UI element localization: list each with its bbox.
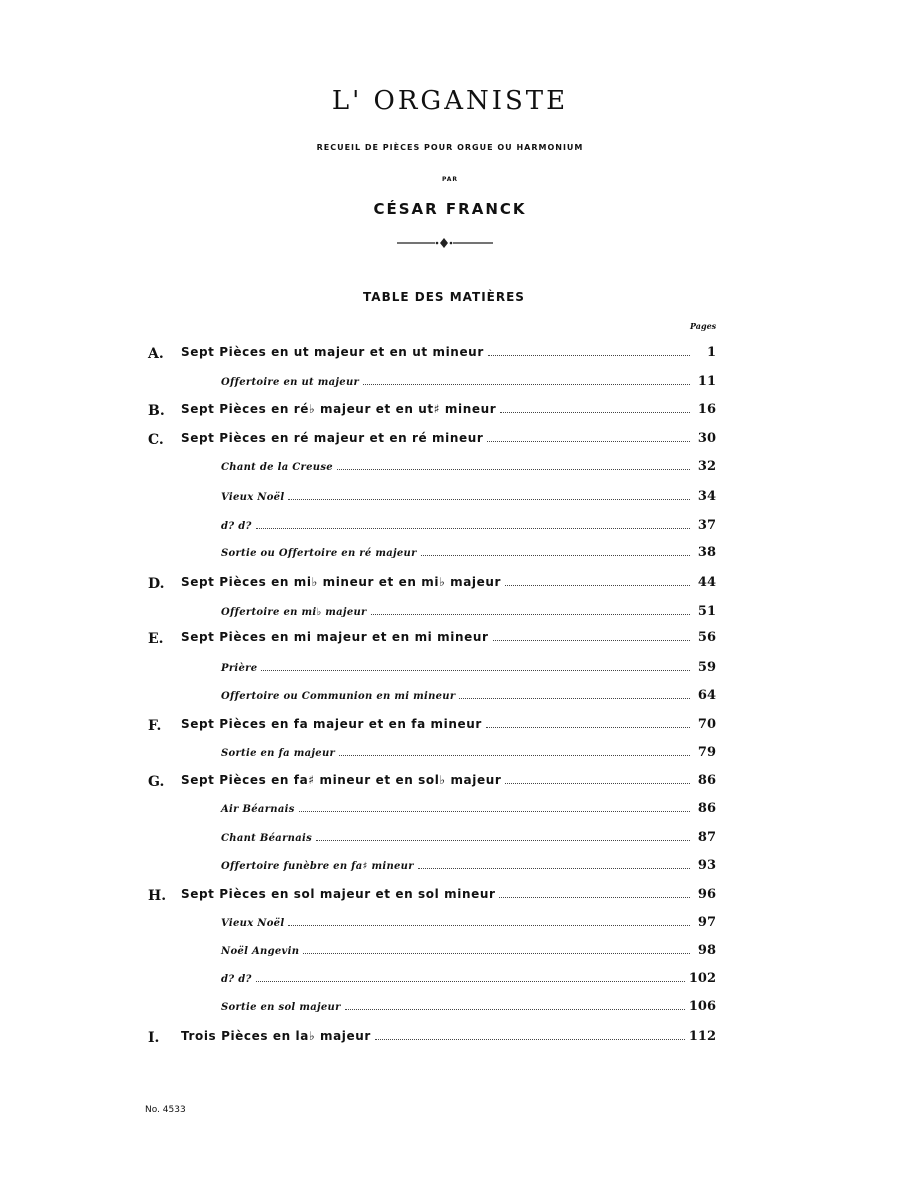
section-letter: F. <box>148 718 162 734</box>
toc-piece-row <box>221 604 716 626</box>
piece-title: Offertoire funèbre en fa♯ mineur <box>221 861 414 872</box>
section-letter: G. <box>148 774 165 790</box>
toc-piece-row <box>221 374 716 396</box>
leader-dots <box>339 754 690 756</box>
page-number: 56 <box>697 630 716 645</box>
page-number: 37 <box>697 518 716 533</box>
piece-title: Offertoire en ut majeur <box>221 377 360 388</box>
toc-piece-row <box>221 915 716 937</box>
toc-section-row <box>181 575 716 597</box>
page-number: 1 <box>706 345 716 360</box>
section-letter: D. <box>148 576 165 592</box>
leader-dots <box>488 354 690 356</box>
leader-dots <box>493 639 690 641</box>
page-number: 11 <box>697 374 716 389</box>
piece-title: d? d? <box>221 521 252 532</box>
page-number: 34 <box>697 489 716 504</box>
page-number: 70 <box>697 717 716 732</box>
section-letter: H. <box>148 888 167 904</box>
toc-section-row <box>181 1029 716 1051</box>
leader-dots <box>299 810 690 812</box>
toc-section-row <box>181 717 716 739</box>
toc-piece-row <box>221 518 716 540</box>
leader-dots <box>421 554 690 556</box>
toc-piece-row <box>221 745 716 767</box>
piece-title: Vieux Noël <box>221 492 285 503</box>
section-title: Sept Pièces en fa♯ mineur et en sol♭ majeur <box>181 773 502 787</box>
leader-dots <box>337 468 690 470</box>
page-title: L' ORGANISTE <box>331 86 569 116</box>
page-number: 30 <box>697 431 716 446</box>
section-letter: E. <box>148 631 164 647</box>
leader-dots <box>459 697 690 699</box>
piece-title: d? d? <box>221 974 252 985</box>
toc-section-row <box>181 887 716 909</box>
piece-title: Chant de la Creuse <box>221 462 333 473</box>
page-number: 32 <box>697 459 716 474</box>
piece-title: Offertoire en mi♭ majeur <box>221 607 367 618</box>
page-number: 87 <box>697 830 716 845</box>
page-number: 93 <box>697 858 716 873</box>
piece-title: Chant Béarnais <box>221 833 313 844</box>
section-letter: C. <box>148 432 164 448</box>
piece-title: Sortie en fa majeur <box>221 748 336 759</box>
section-title: Sept Pièces en ré majeur et en ré mineur <box>181 431 484 445</box>
pages-column-label: Pages <box>690 321 717 331</box>
piece-title: Noël Angevin <box>221 946 300 957</box>
page-number: 51 <box>697 604 716 619</box>
toc-section-row <box>181 431 716 453</box>
page-number: 38 <box>697 545 716 560</box>
toc-piece-row <box>221 489 716 511</box>
by-label: PAR <box>441 176 459 183</box>
toc-piece-row <box>221 858 716 880</box>
toc-piece-row <box>221 660 716 682</box>
leader-dots <box>505 584 690 586</box>
section-title: Trois Pièces en la♭ majeur <box>181 1029 371 1043</box>
piece-title: Sortie ou Offertoire en ré majeur <box>221 548 417 559</box>
piece-title: Prière <box>221 663 258 674</box>
leader-dots <box>371 613 690 615</box>
leader-dots <box>288 498 690 500</box>
section-letter: A. <box>148 346 164 362</box>
page-number: 98 <box>697 943 716 958</box>
section-title: Sept Pièces en mi♭ mineur et en mi♭ majeur <box>181 575 502 589</box>
page-number: 44 <box>697 575 716 590</box>
toc-piece-row <box>221 943 716 965</box>
toc-piece-row <box>221 971 716 993</box>
piece-title: Sortie en sol majeur <box>221 1002 341 1013</box>
toc-piece-row <box>221 459 716 481</box>
toc-section-row <box>181 773 716 795</box>
leader-dots <box>505 782 690 784</box>
leader-dots <box>500 411 690 413</box>
leader-dots <box>256 980 685 982</box>
page-number: 64 <box>697 688 716 703</box>
section-title: Sept Pièces en mi majeur et en mi mineur <box>181 630 489 644</box>
leader-dots <box>487 440 690 442</box>
toc-section-row <box>181 402 716 424</box>
page-number: 112 <box>688 1029 716 1044</box>
leader-dots <box>499 896 690 898</box>
toc-section-row <box>181 630 716 652</box>
toc-piece-row <box>221 688 716 710</box>
piece-title: Offertoire ou Communion en mi mineur <box>221 691 456 702</box>
leader-dots <box>303 952 690 954</box>
toc-piece-row <box>221 801 716 823</box>
leader-dots <box>375 1038 685 1040</box>
page-number: 96 <box>697 887 716 902</box>
page-number: 16 <box>697 402 716 417</box>
leader-dots <box>363 383 690 385</box>
page-number: 97 <box>697 915 716 930</box>
page-number: 59 <box>697 660 716 675</box>
page-number: 86 <box>697 801 716 816</box>
toc-piece-row <box>221 999 716 1021</box>
section-letter: B. <box>148 403 165 419</box>
piece-title: Vieux Noël <box>221 918 285 929</box>
piece-title: Air Béarnais <box>221 804 295 815</box>
toc-piece-row <box>221 545 716 567</box>
section-title: Sept Pièces en ré♭ majeur et en ut♯ mineur <box>181 402 497 416</box>
section-title: Sept Pièces en fa majeur et en fa mineur <box>181 717 482 731</box>
leader-dots <box>418 867 690 869</box>
page-number: 79 <box>697 745 716 760</box>
page-number: 86 <box>697 773 716 788</box>
leader-dots <box>316 839 690 841</box>
leader-dots <box>345 1008 685 1010</box>
composer-name: CÉSAR FRANCK <box>373 200 527 218</box>
section-title: Sept Pièces en ut majeur et en ut mineur <box>181 345 484 359</box>
catalog-number: No. 4533 <box>145 1105 186 1115</box>
toc-section-row <box>181 345 716 367</box>
leader-dots <box>261 669 690 671</box>
leader-dots <box>256 527 690 529</box>
page-number: 106 <box>688 999 716 1014</box>
section-letter: I. <box>148 1030 160 1046</box>
leader-dots <box>288 924 690 926</box>
page-number: 102 <box>688 971 716 986</box>
section-title: Sept Pièces en sol majeur et en sol mineur <box>181 887 496 901</box>
subtitle: RECUEIL DE PIÈCES POUR ORGUE OU HARMONIUM <box>316 143 584 152</box>
toc-piece-row <box>221 830 716 852</box>
leader-dots <box>486 726 690 728</box>
toc-heading: TABLE DES MATIÈRES <box>363 290 525 304</box>
